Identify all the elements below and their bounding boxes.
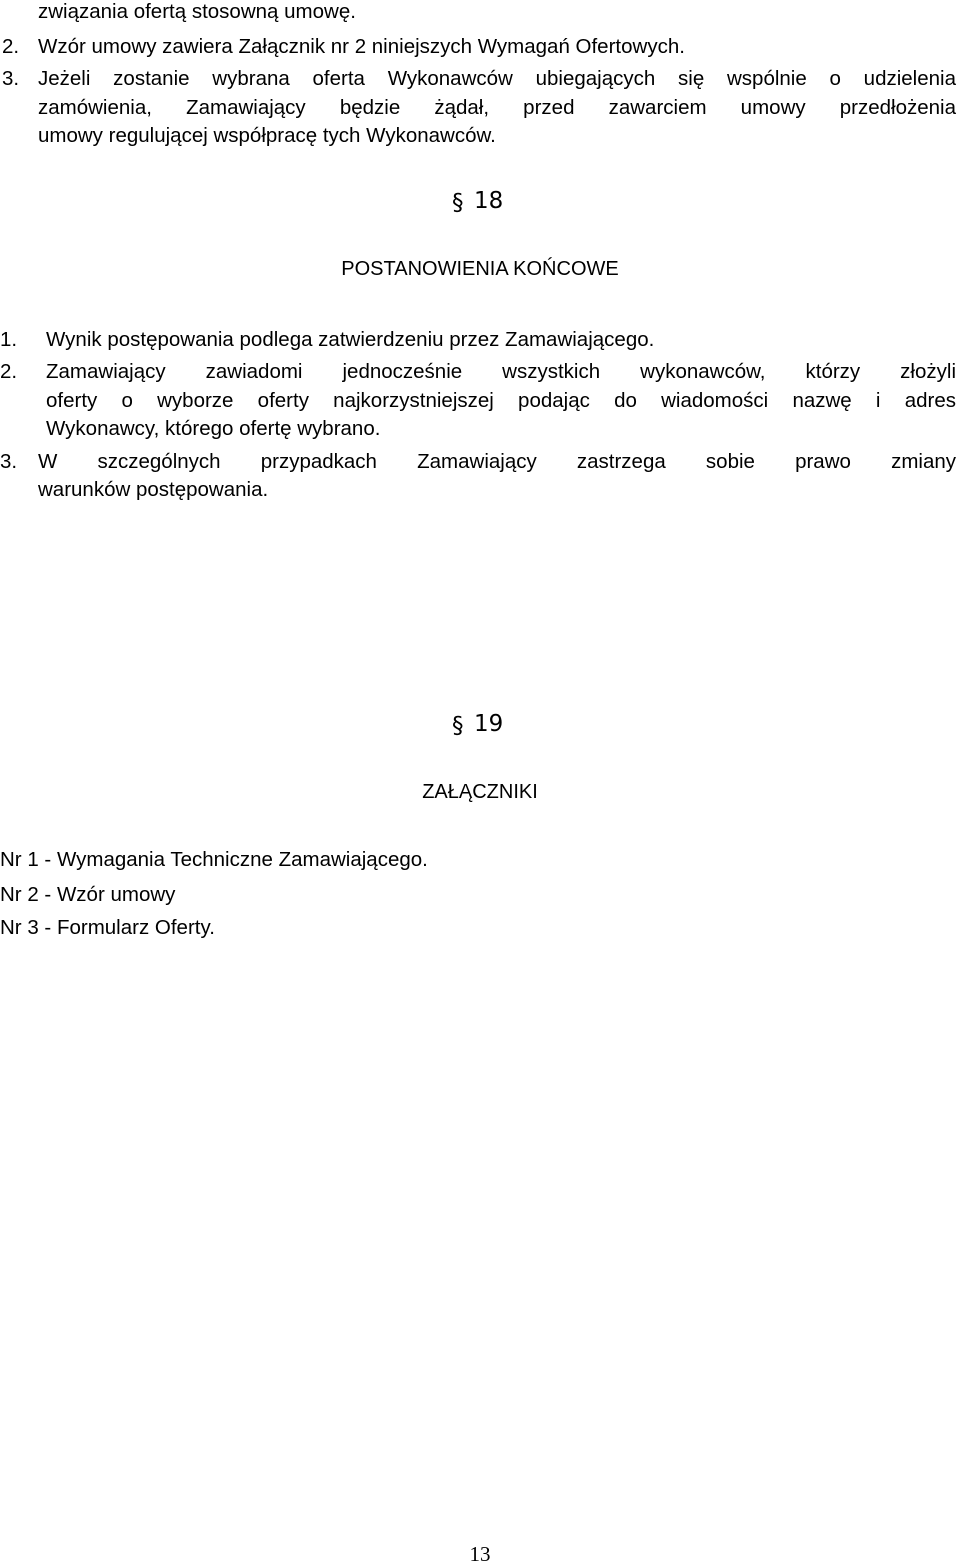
list-item-text: Zamawiający zawiadomi jednocześnie wszystkich wykonawców, którzy złożyli — [46, 360, 956, 383]
list-item-number: 1. — [0, 328, 18, 351]
continuation-text: związania ofertą stosowną umowę. — [38, 0, 356, 23]
list-item-text: Jeżeli zostanie wybrana oferta Wykonawców ubiegających się wspólnie o udzielenia — [38, 67, 956, 90]
list-item-text: umowy regulującej współpracę tych Wykonawców. — [38, 124, 496, 147]
list-item-number: 3. — [2, 67, 20, 90]
list-item-text: W szczególnych przypadkach Zamawiający zastrzega sobie prawo zmiany — [38, 450, 956, 473]
list-item-text: warunków postępowania. — [38, 478, 269, 501]
list-item-text: oferty o wyborze oferty najkorzystniejszej podając do wiadomości nazwę i adres — [46, 389, 956, 412]
list-item-text: Wzór umowy zawiera Załącznik nr 2 niniejszych Wymagań Ofertowych. — [38, 35, 685, 58]
list-item-number: 3. — [0, 450, 18, 473]
list-item-text: Wynik postępowania podlega zatwierdzeniu przez Zamawiającego. — [46, 328, 655, 351]
attachment-item: Nr 3 - Formularz Oferty. — [0, 916, 215, 939]
page-number: 13 — [469, 1542, 491, 1566]
section-number: 18 — [474, 188, 504, 214]
section-number: 19 — [474, 711, 504, 737]
section-sign: § — [452, 190, 464, 216]
list-item-text: Wykonawcy, którego ofertę wybrano. — [46, 417, 381, 440]
list-item-number: 2. — [0, 360, 18, 383]
list-item-number: 2. — [2, 35, 20, 58]
list-item-text: zamówienia, Zamawiający będzie żądał, przed zawarciem umowy przedłożenia — [38, 96, 956, 119]
attachment-item: Nr 2 - Wzór umowy — [0, 883, 176, 906]
section-sign: § — [452, 713, 464, 739]
section-heading: ZAŁĄCZNIKI — [422, 781, 538, 803]
section-heading: POSTANOWIENIA KOŃCOWE — [341, 258, 619, 280]
attachment-item: Nr 1 - Wymagania Techniczne Zamawiającego. — [0, 848, 428, 871]
